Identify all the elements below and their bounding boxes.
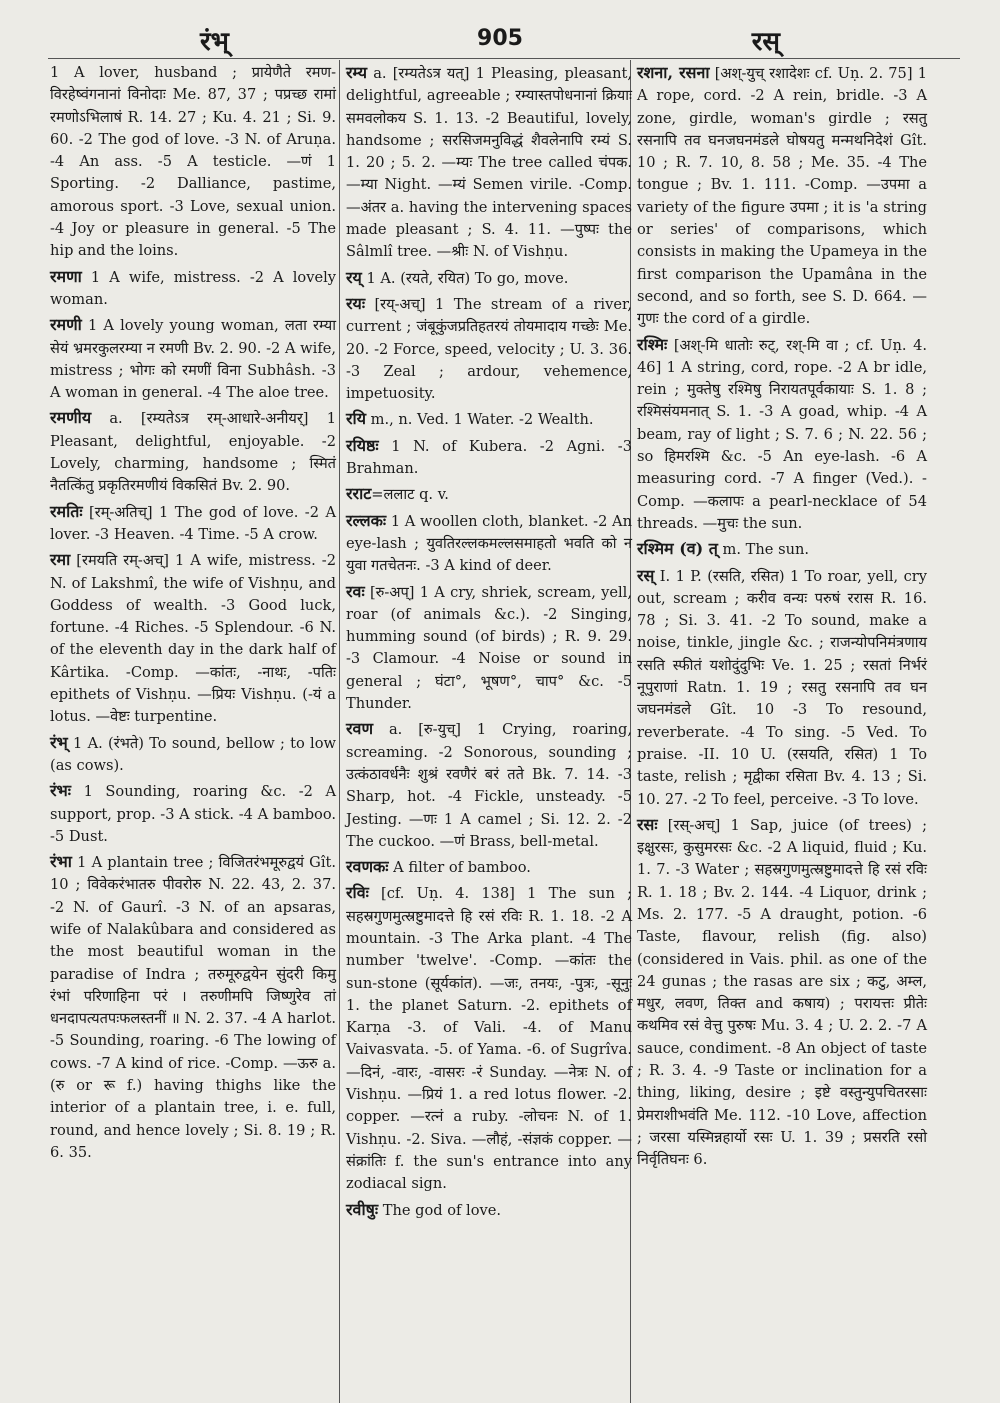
dictionary-entry	[50, 549, 336, 728]
dictionary-entry	[346, 267, 632, 290]
left-running-head: रंभ्	[200, 27, 229, 57]
entry-headword: रवणकः	[346, 857, 389, 877]
dictionary-entry	[346, 510, 632, 578]
entry-definition: a. [रम्यतेऽत्र यत्] 1 Pleasing, pleasant, delightful, agreeable ; रम्यास्तपोधनानां क्रियाः समवलोकय S. 1. 13. -2 Beautiful, lovely, handsome ; सरसिजमनुविद्धं शैवलेनापि रम्यं S. 1. 20 ; 5. 2. —म्यः The tree called चंपक. —म्या Night. —म्यं Semen virile. -Comp. —अंतर a. having the intervening spaces made pleasant ; S. 4. 11. —पुष्पः the Sâlmlî tree. —श्रीः N. of Vishṇu.	[346, 65, 632, 261]
page-number: 905	[477, 26, 523, 51]
entry-headword: रमतिः	[50, 501, 83, 521]
dictionary-entry	[50, 501, 336, 547]
entry-definition: 1 A woollen cloth, blanket. -2 An eye-lash ; युवतिरल्लकमल्लसमाहतो भवति को न युवा गतचेतनः. -3 A kind of deer.	[346, 512, 632, 575]
entry-definition: 1 A. (रंभते) To sound, bellow ; to low (as cows).	[50, 734, 336, 774]
entry-definition: [अश्-मि धातोः रुट्, रश्-मि वा ; cf. Uṇ. 4. 46] 1 A string, cord, rope. -2 A br idle, rein ; मुक्तेषु रश्मिषु निरायतपूर्वकायाः S. 1. 8 ; रश्मिसंयमनात् S. 1. -3 A goad, whip. -4 A beam, ray of light ; S. 7. 6 ; N. 22. 56 ; so हिमरश्मि &c. -5 An eye-lash. -6 A measuring cord. -7 A finger (Ved.). -Comp. —कलापः a pearl-necklace of 54 threads. —मुचः the sun.	[637, 336, 927, 532]
entry-headword: रवीषुः	[346, 1199, 379, 1219]
dictionary-entry	[50, 407, 336, 497]
entry-headword: रल्लकः	[346, 510, 387, 530]
dictionary-entry	[346, 483, 632, 506]
dictionary-entry	[346, 408, 632, 431]
entry-headword: रयिष्ठः	[346, 435, 379, 455]
entry-headword: रसः	[637, 814, 658, 834]
entry-headword: रय्	[346, 267, 362, 287]
right-running-head: रस्	[751, 27, 780, 57]
column-divider	[339, 60, 340, 1403]
entry-definition: 1 Sounding, roaring &c. -2 A support, prop. -3 A stick. -4 A bamboo. -5 Dust.	[50, 783, 336, 845]
entry-headword: रंभः	[50, 781, 72, 801]
entry-headword: रस्	[637, 565, 655, 585]
entry-definition: [अश्-युच् रशादेशः cf. Uṇ. 2. 75] 1 A rope, cord. -2 A rein, bridle. -3 A zone, girdle, woman's girdle ; रसतु रसनापि तव घनजघनमंडले घोषयतु मन्मथनिदेशं Gît. 10 ; R. 7. 10, 8. 58 ; Me. 35. -4 The tongue ; Bv. 1. 111. -Comp. —उपमा a variety of the figure उपमा ; it is 'a string or series' of comparisons, which consists in making the Upameya in the first comparison the Upamâna in the second, and so forth, see S. D. 664. —गुणः the cord of a girdle.	[637, 65, 927, 328]
entry-headword: रशना, रसना	[637, 63, 710, 82]
entry-headword: रश्मिः	[637, 334, 668, 354]
entry-headword: रंभा	[50, 852, 72, 872]
entry-definition: =ललाट q. v.	[371, 486, 449, 504]
entry-definition: m., n. Ved. 1 Water. -2 Wealth.	[365, 411, 594, 429]
dictionary-entry	[346, 581, 632, 716]
entry-headword: रमणा	[50, 266, 82, 286]
dictionary-entry	[346, 435, 632, 481]
dictionary-entry	[346, 1199, 632, 1222]
entry-headword: रमा	[50, 550, 71, 570]
entry-headword: रयः	[346, 293, 366, 313]
entry-definition: [cf. Uṇ. 4. 138] 1 The sun ; सहस्रगुणमुत्स्रष्टुमादत्ते हि रसं रविः R. 1. 18. -2 A mountain. -3 The Arka plant. -4 The number 'twelve'. -Comp. —कांतः the sun-stone (सूर्यकांत). —जः, तनयः, -पुत्रः, -सूनुः 1. the planet Saturn. -2. epithets of Karṇa -3. of Vali. -4. of Manu Vaivasvata. -5. of Yama. -6. of Sugrîva. —दिनं, -वारः, -वासरः -रं Sunday. —नेत्रः N. of Vishṇu. —प्रियं 1. a red lotus flower. -2. copper. —रत्नं a ruby. -लोचनः N. of 1. Vishṇu. -2. Siva. —लौहं, -संज्ञकं copper. —संक्रांतिः f. the sun's entrance into any zodiacal sign.	[346, 885, 632, 1193]
dictionary-entry	[637, 814, 927, 1172]
entry-definition: a. [रम्यतेऽत्र रम्-आधारे-अनीयर्] 1 Pleasant, delightful, enjoyable. -2 Lovely, charming, handsome ; स्मितं नैतत्किंतु प्रकृतिरमणीयं विकसितं Bv. 2. 90.	[50, 410, 336, 495]
dictionary-entry	[346, 718, 632, 853]
entry-definition: 1 A lover, husband ; प्रायेणैते रमण-विरहेष्वंगनानां विनोदाः Me. 87, 37 ; पप्रच्छ रामां रमणोऽभिलाषं R. 14. 27 ; Ku. 4. 21 ; Si. 9. 60. -2 The god of love. -3 N. of Aruṇa. -4 An ass. -5 A testicle. —णं 1 Sporting. -2 Dalliance, pastime, amorous sport. -3 Love, sexual union. -4 Joy or pleasure in general. -5 The hip and the loins.	[50, 64, 336, 260]
entry-definition: [रम्-अतिच्] 1 The god of love. -2 A lover. -3 Heaven. -4 Time. -5 A crow.	[50, 503, 336, 543]
entry-definition: The god of love.	[378, 1201, 502, 1219]
entry-headword: रवण	[346, 719, 374, 739]
dictionary-entry	[637, 565, 927, 811]
entry-headword: रंभ्	[50, 732, 68, 752]
entry-definition: A filter of bamboo.	[388, 859, 531, 877]
entry-headword: रम्य	[346, 63, 368, 82]
dictionary-entry	[50, 780, 336, 848]
header-rule	[48, 58, 960, 59]
column-1	[50, 62, 336, 1164]
page-header	[50, 22, 950, 62]
entry-headword: रमणी	[50, 315, 82, 335]
entry-definition: 1 A wife, mistress. -2 A lovely woman.	[50, 268, 336, 308]
dictionary-entry	[50, 732, 336, 778]
entry-definition: 1 A. (रयते, रयित) To go, move.	[361, 269, 569, 287]
entry-definition: a. [रु-युच्] 1 Crying, roaring, screaming. -2 Sonorous, sounding ; उत्कंठावर्धनैः शुश्रं रवणैरं बरं तते Bk. 7. 14. -3 Sharp, hot. -4 Fickle, unsteady. -5 Jesting. —णः 1 A camel ; Si. 12. 2. -2 The cuckoo. —णं Brass, bell-metal.	[346, 721, 632, 850]
entry-headword: रश्मिम (व) त्	[637, 539, 718, 559]
entry-headword: रराट	[346, 484, 372, 504]
dictionary-entry	[346, 62, 632, 264]
dictionary-entry	[50, 314, 336, 404]
entry-headword: रवः	[346, 581, 365, 601]
dictionary-entry	[346, 293, 632, 405]
entry-headword: रविः	[346, 883, 369, 903]
dictionary-entry	[637, 538, 927, 561]
dictionary-entry	[637, 62, 927, 331]
entry-definition: [रय्-अच्] 1 The stream of a river, current ; जंबूकुंजप्रतिहतरयं तोयमादाय गच्छेः Me. 20. -2 Force, speed, velocity ; U. 3. 36. -3 Zeal ; ardour, vehemence, impetuosity.	[346, 295, 632, 403]
dictionary-entry	[637, 334, 927, 536]
entry-definition: [रु-अप्] 1 A cry, shriek, scream, yell, roar (of animals &c.). -2 Singing, humming sound (of birds) ; R. 9. 29. -3 Clamour. -4 Noise or sound in general ; घंटा°, भूषण°, चाप° &c. -5 Thunder.	[346, 583, 632, 713]
dictionary-entry	[346, 856, 632, 879]
dictionary-entry	[50, 851, 336, 1164]
entry-definition: I. 1 P. (रसति, रसित) 1 To roar, yell, cry out, scream ; करीव वन्यः परुषं ररास R. 16. 78 ; Si. 3. 41. -2 To sound, make a noise, tinkle, jingle &c. ; राजन्योपनिमंत्रणाय रसति स्फीतं यशोदुंदुभिः Ve. 1. 25 ; रसतां निर्भरं नूपुराणां Ratn. 1. 19 ; रसतु रसनापि तव घन जघनमंडले Gît. 10 -3 To resound, reverberate. -4 To sing. -5 Ved. To praise. -II. 10 U. (रसयति, रसित) 1 To taste, relish ; मृद्वीका रसिता Bv. 4. 13 ; Si. 10. 27. -2 To feel, perceive. -3 To love.	[637, 567, 927, 808]
entry-headword: रमणीय	[50, 408, 92, 428]
entry-definition: m. The sun.	[717, 541, 810, 559]
entry-definition: 1 A lovely young woman, लता रम्या सेयं भ्रमरकुलरम्या न रमणी Bv. 2. 90. -2 A wife, mistress ; भोगः को रमणीं विना Subhâsh. -3 A woman in general. -4 The aloe tree.	[50, 317, 336, 402]
entry-definition: [रमयति रम्-अच्] 1 A wife, mistress. -2 N. of Lakshmî, the wife of Vishṇu, and Goddess of wealth. -3 Good luck, fortune. -4 Riches. -5 Splendour. -6 N. of the eleventh day in the dark half of Kârtika. -Comp. —कांतः, -नाथः, -पतिः epithets of Vishṇu. —प्रियः Vishṇu. (-यं a lotus. —वेष्टः turpentine.	[50, 552, 336, 726]
entry-headword: रयि	[346, 409, 366, 429]
entry-definition: 1 N. of Kubera. -2 Agni. -3 Brahman.	[346, 437, 632, 478]
dictionary-entry	[50, 266, 336, 312]
column-2	[346, 62, 632, 1222]
dictionary-entry	[346, 882, 632, 1195]
column-3	[637, 62, 927, 1172]
entry-definition: 1 A plantain tree ; विजितरंभमूरुद्वयं Gît. 10 ; विवेकरंभातरु पीवरोरु N. 22. 43, 2. 37. -2 N. of Gaurî. -3 N. of an apsaras, wife of Nalakûbara and considered as the most beautiful woman in the paradise of Indra ; तरुमूरुद्वयेन सुंदरी किमु रंभां परिणाहिना परं । तरुणीमपि जिष्णुरेव तां धनदापत्यतपःफलस्तनीं ॥ N. 2. 37. -4 A harlot. -5 Sounding, roaring. -6 The lowing of cows. -7 A kind of rice. -Comp. —ऊरु a. (रु or रू f.) having thighs like the interior of a plantain tree, i. e. full, round, and hence lovely ; Si. 8. 19 ; R. 6. 35.	[50, 854, 336, 1161]
dictionary-entry	[50, 62, 336, 263]
entry-definition: [रस्-अच्] 1 Sap, juice (of trees) ; इक्षुरसः, कुसुमरसः &c. -2 A liquid, fluid ; Ku. 1. 7. -3 Water ; सहस्रगुणमुत्स्रष्टुमादत्ते हि रसं रविः R. 1. 18 ; Bv. 2. 144. -4 Liquor, drink ; Ms. 2. 177. -5 A draught, potion. -6 Taste, flavour, relish (fig. also) (considered in Vais. phil. as one of the 24 gunas ; the rasas are six ; कटु, अम्ल, मधुर, लवण, तिक्त and कषाय) ; परायत्तः प्रीतेः कथमिव रसं वेत्तु पुरुषः Mu. 3. 4 ; U. 2. 2. -7 A sauce, condiment. -8 An object of taste ; R. 3. 4. -9 Taste or inclination for a thing, liking, desire ; इष्टे वस्तुन्युपचितरसाः प्रेमराशीभवंति Me. 112. -10 Love, affection ; जरसा यस्मिन्नहार्यो रसः U. 1. 39 ; प्रसरति रसो निर्वृतिघनः 6.	[637, 816, 927, 1169]
